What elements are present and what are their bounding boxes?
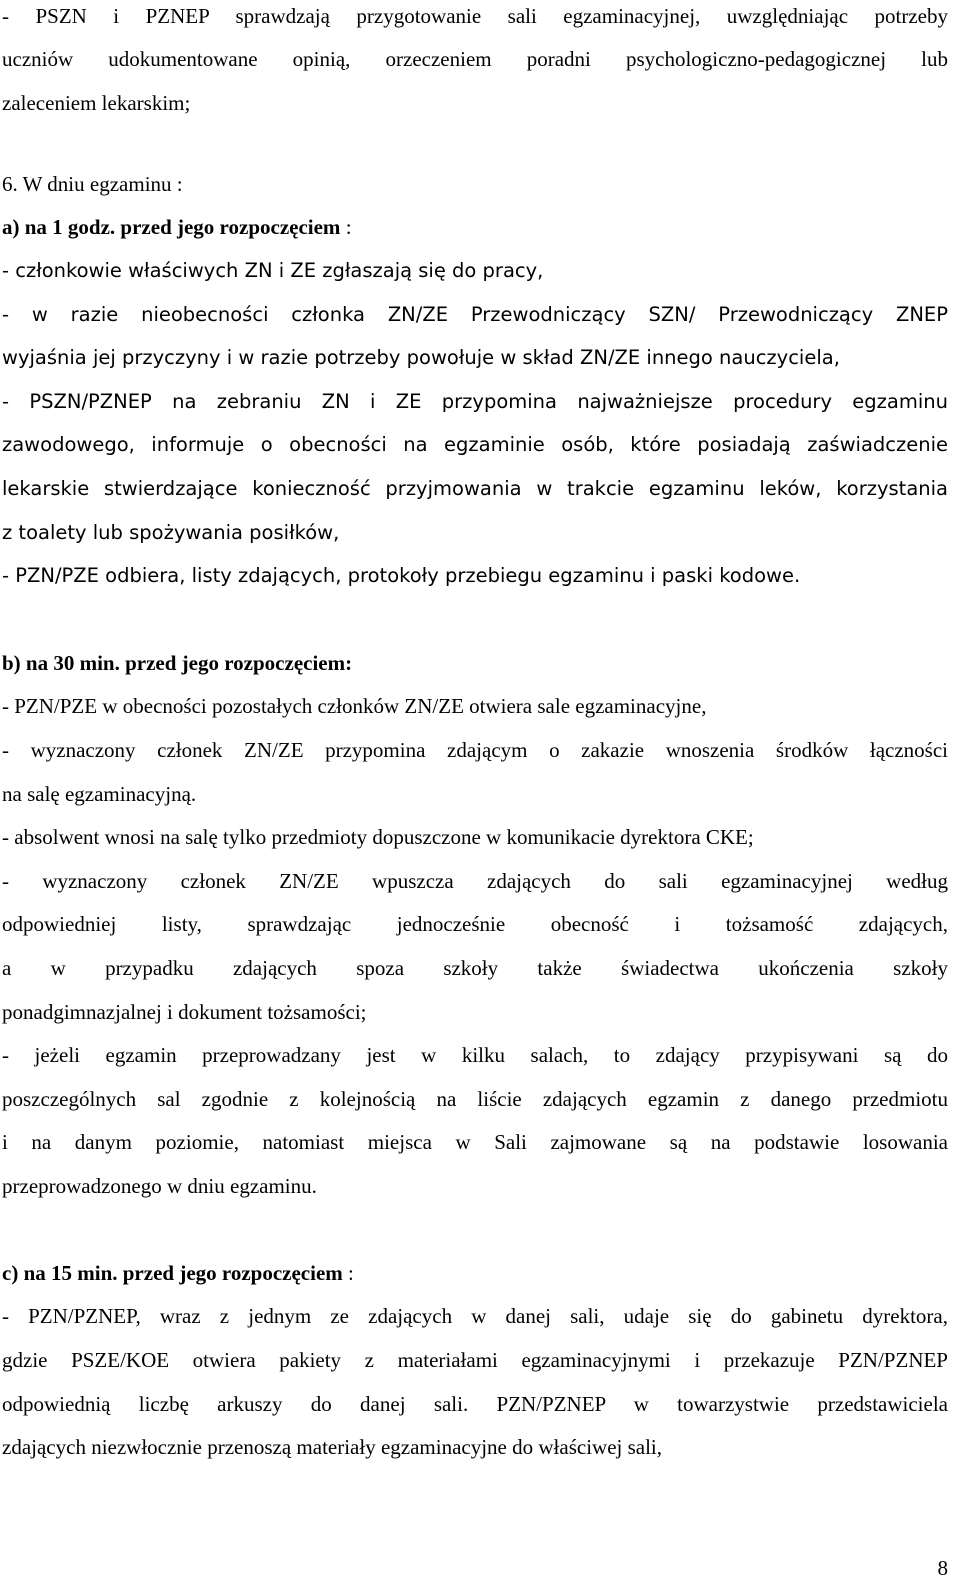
section-a-line-5: zawodowego, informuje o obecności na egzaminie osób, które posiadają zaświadczenie <box>2 433 948 456</box>
section-c-heading <box>2 1260 948 1286</box>
section-a-heading-tail: : <box>340 215 352 239</box>
section-c-line-1: - PZN/PZNEP, wraz z jednym ze zdających w danej sali, udaje się do gabinetu dyrektora, <box>2 1304 948 1328</box>
section-6-heading: 6. W dniu egzaminu : <box>2 172 183 196</box>
section-b-line-5: - wyznaczony członek ZN/ZE wpuszcza zdających do sali egzaminacyjnej według <box>2 869 948 893</box>
section-b-line-7: a w przypadku zdających spoza szkoły także świadectwa ukończenia szkoły <box>2 956 948 980</box>
section-b-heading: b) na 30 min. przed jego rozpoczęciem: <box>2 651 353 675</box>
section-b-line-4: - absolwent wnosi na salę tylko przedmioty dopuszczone w komunikacie dyrektora CKE; <box>2 825 754 849</box>
section-b-line-2: - wyznaczony członek ZN/ZE przypomina zdającym o zakazie wnoszenia środków łączności <box>2 738 948 762</box>
section-b-line-10: poszczególnych sal zgodnie z kolejnością na liście zdających egzamin z danego przedmiotu <box>2 1087 948 1111</box>
section-a-line-1: - członkowie właściwych ZN i ZE zgłaszają się do pracy, <box>2 259 544 282</box>
section-a-heading-bold: a) na 1 godz. przed jego rozpoczęciem <box>2 215 341 239</box>
intro-line-1: - PSZN i PZNEP sprawdzają przygotowanie sali egzaminacyjnej, uwzględniając potrzeby <box>2 4 948 28</box>
intro-line-2: uczniów udokumentowane opinią, orzeczeniem poradni psychologiczno-pedagogicznej lub <box>2 47 948 71</box>
section-c-line-4: zdających niezwłocznie przenoszą materiały egzaminacyjne do właściwej sali, <box>2 1435 663 1459</box>
section-a-line-8: - PZN/PZE odbiera, listy zdających, protokoły przebiegu egzaminu i paski kodowe. <box>2 564 801 587</box>
section-a-line-3: wyjaśnia jej przyczyny i w razie potrzeby powołuje w skład ZN/ZE innego nauczyciela, <box>2 346 840 369</box>
section-b-line-3: na salę egzaminacyjną. <box>2 782 197 806</box>
section-b-line-1: - PZN/PZE w obecności pozostałych członków ZN/ZE otwiera sale egzaminacyjne, <box>2 694 707 718</box>
section-b-line-12: przeprowadzonego w dniu egzaminu. <box>2 1174 317 1198</box>
intro-line-3: zaleceniem lekarskim; <box>2 91 191 115</box>
section-c-line-3: odpowiednią liczbę arkuszy do danej sali. PZN/PZNEP w towarzystwie przedstawiciela <box>2 1392 948 1416</box>
section-b-line-9: - jeżeli egzamin przeprowadzany jest w kilku salach, to zdający przypisywani są do <box>2 1043 948 1067</box>
section-b-line-11: i na danym poziomie, natomiast miejsca w Sali zajmowane są na podstawie losowania <box>2 1130 948 1154</box>
section-c-heading-tail: : <box>342 1261 354 1285</box>
section-b-line-6: odpowiedniej listy, sprawdzając jednocześnie obecność i tożsamość zdających, <box>2 912 948 936</box>
section-c-line-2: gdzie PSZE/KOE otwiera pakiety z materiałami egzaminacyjnymi i przekazuje PZN/PZNEP <box>2 1348 948 1372</box>
section-a-heading <box>2 214 948 240</box>
section-c-heading-bold: c) na 15 min. przed jego rozpoczęciem <box>2 1261 343 1285</box>
section-b-line-8: ponadgimnazjalnej i dokument tożsamości; <box>2 1000 367 1024</box>
section-a-line-7: z toalety lub spożywania posiłków, <box>2 521 340 544</box>
section-a-line-6: lekarskie stwierdzające konieczność przyjmowania w trakcie egzaminu leków, korzystania <box>2 477 948 500</box>
section-a-line-4: - PSZN/PZNEP na zebraniu ZN i ZE przypomina najważniejsze procedury egzaminu <box>2 390 948 413</box>
section-a-line-2: - w razie nieobecności członka ZN/ZE Przewodniczący SZN/ Przewodniczący ZNEP <box>2 303 948 326</box>
page-number: 8 <box>937 1556 948 1580</box>
